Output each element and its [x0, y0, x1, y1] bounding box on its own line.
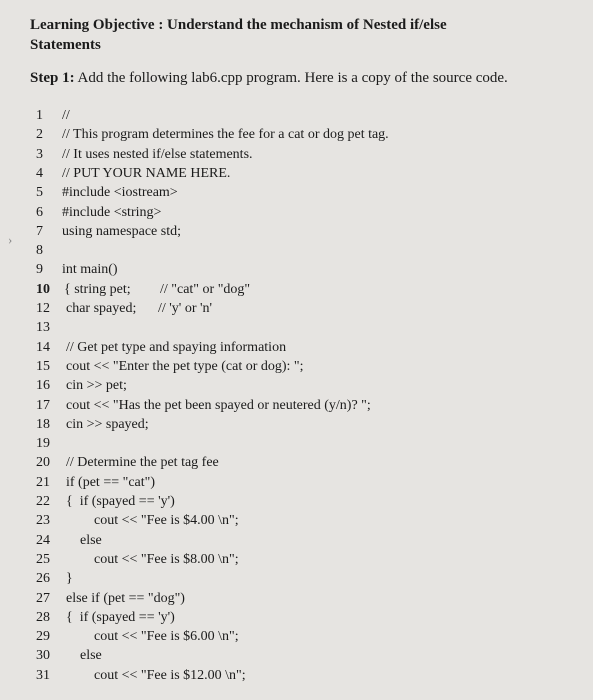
code-text: else: [66, 648, 102, 664]
margin-mark: ›: [8, 232, 13, 247]
code-text: }: [66, 571, 73, 587]
code-text: // This program determines the fee for a cat or dog pet tag.: [62, 127, 389, 143]
code-text: cin >> pet;: [66, 378, 127, 394]
code-line: [36, 434, 66, 453]
line-number: 10: [36, 281, 50, 297]
code-text: // Get pet type and spaying information: [66, 339, 287, 355]
code-line: [36, 589, 185, 608]
line-number: 12: [36, 301, 50, 316]
code-line: [36, 145, 253, 164]
line-number: 7: [36, 223, 43, 239]
line-number: 27: [36, 590, 50, 606]
code-line: [36, 453, 219, 472]
line-number: 16: [36, 378, 50, 394]
code-line: [36, 415, 149, 434]
code-line: [36, 473, 155, 492]
step-label: Step 1:: [30, 70, 75, 86]
code-line: [36, 511, 239, 530]
line-number: 14: [36, 339, 50, 355]
code-text: #include <iostream>: [62, 185, 178, 201]
code-line: [36, 376, 127, 395]
code-line: [36, 531, 102, 550]
code-text: cout << "Enter the pet type (cat or dog): ";: [66, 358, 304, 374]
code-line: [36, 299, 213, 318]
code-text: cout << "Fee is $6.00 \n";: [66, 629, 239, 645]
code-text: { if (spayed == 'y'): [66, 609, 175, 625]
line-number: 31: [36, 667, 50, 683]
code-line: [36, 627, 239, 646]
code-line: [36, 164, 230, 183]
code-text: int main(): [62, 262, 118, 278]
code-text: cout << "Fee is $12.00 \n";: [66, 667, 246, 683]
line-number: 28: [36, 609, 50, 625]
code-line: [36, 338, 286, 357]
line-number: 9: [36, 262, 43, 278]
code-text: cin >> spayed;: [66, 416, 149, 432]
code-line: [36, 241, 62, 260]
line-number: 19: [36, 436, 50, 452]
line-number: 3: [36, 146, 43, 162]
code-line: [36, 646, 102, 665]
line-number: 23: [36, 513, 50, 529]
code-text: // Determine the pet tag fee: [66, 455, 219, 471]
code-line: [36, 203, 161, 222]
line-number: 6: [36, 204, 43, 220]
code-line: [36, 280, 251, 299]
line-number: 5: [36, 185, 43, 201]
code-text: //: [62, 108, 70, 123]
line-number: 8: [36, 243, 43, 259]
inline-comment: // 'y' or 'n': [158, 301, 213, 316]
code-text: { if (spayed == 'y'): [66, 494, 175, 509]
code-text: else if (pet == "dog"): [66, 590, 185, 606]
code-text: // It uses nested if/else statements.: [62, 146, 253, 162]
code-text: else: [66, 532, 102, 548]
line-number: 1: [36, 108, 43, 123]
code-text: cout << "Fee is $8.00 \n";: [66, 551, 239, 567]
code-line: [36, 106, 70, 125]
code-line: [36, 222, 181, 241]
line-number: 13: [36, 320, 50, 336]
title-line-1: Learning Objective : Understand the mechanism of Nested if/else: [30, 17, 447, 33]
line-number: 26: [36, 571, 50, 587]
code-line: [36, 550, 239, 569]
line-number: 4: [36, 165, 43, 181]
code-line: [36, 125, 389, 144]
inline-comment: // "cat" or "dog": [160, 281, 251, 297]
code-line: [36, 608, 175, 627]
line-number: 15: [36, 358, 50, 374]
step-instruction: [30, 68, 585, 88]
code-line: [36, 183, 178, 202]
title-line-2: Statements: [30, 37, 101, 53]
line-number: 24: [36, 532, 50, 548]
code-line: [36, 569, 73, 588]
line-number: 2: [36, 127, 43, 143]
code-text: cout << "Fee is $4.00 \n";: [66, 513, 239, 529]
line-number: 25: [36, 551, 50, 567]
line-number: 22: [36, 494, 50, 509]
code-line: [36, 396, 371, 415]
code-line: [36, 492, 175, 511]
line-number: 21: [36, 474, 50, 490]
step-text: Add the following lab6.cpp program. Here is a copy of the source code.: [74, 70, 508, 86]
code-text: using namespace std;: [62, 223, 181, 239]
code-line: [36, 318, 62, 337]
line-number: 20: [36, 455, 50, 471]
code-line: [36, 666, 246, 685]
code-text: if (pet == "cat"): [66, 474, 156, 490]
code-text: cout << "Has the pet been spayed or neutered (y/n)? ";: [66, 397, 371, 413]
code-text: { string pet;: [64, 281, 131, 297]
code-text: #include <string>: [62, 204, 162, 220]
line-number: 30: [36, 648, 50, 664]
line-number: 17: [36, 397, 50, 413]
code-line: [36, 357, 304, 376]
line-number: 29: [36, 629, 50, 645]
document-title: [30, 15, 550, 55]
code-text: // PUT YOUR NAME HERE.: [62, 165, 231, 181]
code-line: [36, 260, 118, 279]
code-text: char spayed;: [66, 301, 137, 316]
line-number: 18: [36, 416, 50, 432]
